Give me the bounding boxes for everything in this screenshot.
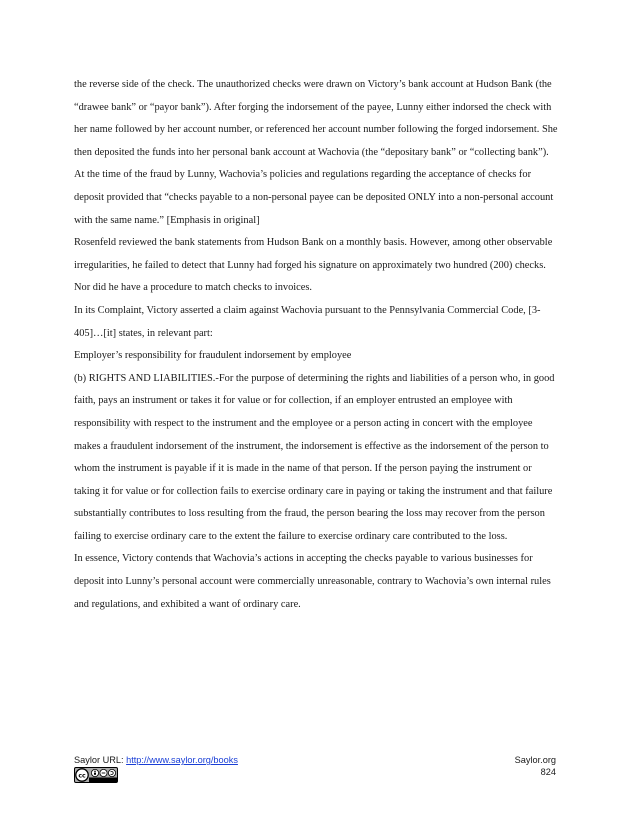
paragraph-statute: (b) RIGHTS AND LIABILITIES.-For the purpose of determining the rights and liabilities of a person who, in good faith, pays an instrument or takes it for value or for collection, if an employer entrusted an employee with responsibility with respect to the instrument and the employee or a person acting in concert with the employee makes a fraudulent indorsement of the instrument, the indorsement is effective as the indorsement of the person to whom the instrument is payable if it is made in the name of that person. If the person paying the instrument or taking it for value or for collection fails to exercise ordinary care in paying or taking the instrument and that failure substantially contributes to loss resulting from the fraud, the person bearing the loss may recover from the person failing to exercise ordinary care to the extent the failure to exercise ordinary care contributed to the loss. xyxy=(74,372,555,542)
footer-url-link[interactable]: http://www.saylor.org/books xyxy=(126,755,238,765)
paragraph-7: In essence, Victory contends that Wachovia’s actions in accepting the checks payable to various businesses for deposit into Lunny’s personal account were commercially unreasonable, contrary to Wachovia’s own internal rules and regulations, and exhibited a want of ordinary care. xyxy=(74,553,551,610)
section-heading: Employer’s responsibility for fraudulent indorsement by employee xyxy=(74,350,352,362)
paragraph-2: At the time of the fraud by Lunny, Wachovia’s policies and regulations regarding the acceptance of checks for deposit provided that “checks payable to a non-personal payee can be deposited ONLY into a non-personal account with the same name.” [Emphasis in original] xyxy=(74,169,554,226)
paragraph-1: the reverse side of the check. The unauthorized checks were drawn on Victory’s bank account at Hudson Bank (the “drawee bank” or “payor bank”). After forging the indorsement of the payee, Lunny either indorsed the check with her name followed by her account number, or referenced her account number following the forged indorsement. She then deposited the funds into her personal bank account at Wachovia (the “depositary bank” or “collecting bank”). xyxy=(74,79,558,158)
svg-text:cc: cc xyxy=(78,772,86,780)
page-number: 824 xyxy=(540,767,556,777)
paragraph-4: In its Complaint, Victory asserted a claim against Wachovia pursuant to the Pennsylvania Commercial Code, [3-405]…[it] states, in relevant part: xyxy=(74,304,541,339)
footer-source xyxy=(74,754,238,766)
paragraph-3: Rosenfeld reviewed the bank statements from Hudson Bank on a monthly basis. However, among other observable irregularities, he failed to detect that Lunny had forged his signature on approximately two hundred (200) checks. Nor did he have a procedure to match checks to invoices. xyxy=(74,237,553,294)
document-body xyxy=(74,74,560,616)
footer-url-label: Saylor URL: xyxy=(74,755,127,765)
footer-site-info xyxy=(515,754,556,778)
cc-license-badge-icon[interactable] xyxy=(74,767,118,783)
footer-site-name: Saylor.org xyxy=(514,755,556,765)
